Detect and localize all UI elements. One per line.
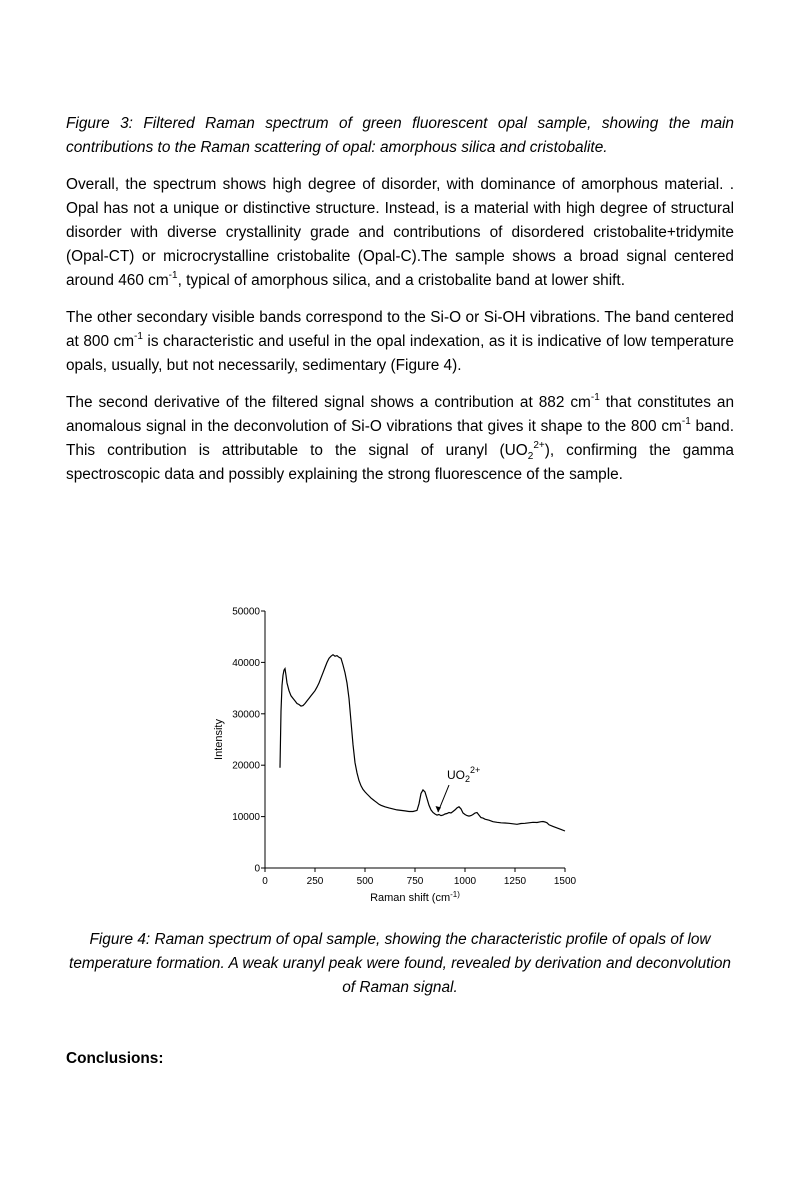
paragraph-2-superscript: -1: [134, 330, 143, 342]
annotation-label: $UO_2^{2+}$: [447, 765, 481, 785]
paragraph-3-text-d: ), confirming the gamma spectroscopic data and possibly explaining the strong fluorescence of the sample.: [66, 442, 734, 483]
x-tick-label: 1250: [503, 876, 527, 887]
y-tick-label: 40000: [232, 657, 260, 669]
x-tick-label: 1500: [553, 876, 577, 887]
paragraph-3-superscript-b: -1: [681, 415, 691, 427]
paragraph-3-superscript-c: 2+: [533, 439, 545, 451]
paragraph-3-subscript: 2: [527, 451, 534, 463]
chart-annotations: [436, 765, 481, 812]
y-tick-label: 20000: [232, 760, 260, 772]
x-tick-label: 500: [356, 876, 374, 887]
x-tick-label: 750: [406, 876, 424, 887]
paragraph-1-superscript: -1: [168, 269, 178, 281]
x-axis-label: [370, 890, 460, 904]
chart-axes: [265, 611, 565, 868]
x-axis-label-superscript: -1): [450, 890, 460, 899]
y-tick-label: 0: [254, 863, 260, 875]
x-tick-label: 0: [262, 876, 268, 887]
x-tick-label: 250: [306, 876, 324, 887]
page-body: [66, 112, 734, 500]
spectrum-line: [280, 655, 565, 831]
y-tick-label: 50000: [232, 606, 260, 618]
paragraph-2: [66, 306, 734, 378]
paragraph-3: [66, 391, 734, 487]
chart-ticks: [232, 607, 576, 888]
raman-spectrum-chart: [200, 600, 600, 920]
y-tick-label: 30000: [232, 709, 260, 721]
paragraph-2-text-a: The other secondary visible bands correspond to the Si-O or Si-OH vibrations. The band centered at 800 cm: [66, 309, 734, 350]
paragraph-1-text-a: Overall, the spectrum shows high degree of disorder, with dominance of amorphous material. . Opal has not a unique or distinctive structure. Instead, is a material with high degree of structural disorder with diverse crystallinity grade and contributions of disordered cristobalite+tridymite (Opal-CT) or microcrystalline cristobalite (Opal-C).The sample shows a broad signal centered around 460 cm: [66, 176, 734, 289]
figure-4-caption: Figure 4: Raman spectrum of opal sample, showing the characteristic profile of opals of low temperature formation. A weak uranyl peak were found, revealed by derivation and deconvolution of Raman signal.: [69, 931, 731, 996]
x-tick-label: 1000: [453, 876, 477, 887]
y-axis-label: Intensity: [213, 719, 225, 760]
paragraph-3-superscript-a: -1: [590, 391, 600, 403]
x-axis-label-text: Raman shift (cm: [370, 892, 451, 904]
paragraph-2-text-b: is characteristic and useful in the opal indexation, as it is indicative of low temperature opals, usually, but not necessarily, sedimentary (Figure 4).: [66, 333, 734, 374]
paragraph-1-text-b: , typical of amorphous silica, and a cristobalite band at lower shift.: [177, 272, 625, 289]
paragraph-1: [66, 173, 734, 293]
paragraph-3-text-b: that constitutes an anomalous signal in the deconvolution of Si-O vibrations that gives it shape to the 800 cm: [66, 394, 734, 435]
conclusions-heading: Conclusions:: [66, 1050, 164, 1067]
figure-3-caption: Figure 3: Filtered Raman spectrum of green fluorescent opal sample, showing the main contributions to the Raman scattering of opal: amorphous silica and cristobalite.: [66, 115, 734, 156]
y-tick-label: 10000: [232, 812, 260, 824]
paragraph-3-text-a: The second derivative of the filtered signal shows a contribution at 882 cm: [66, 394, 591, 411]
paragraph-3-text-c: band. This contribution is attributable to the signal of uranyl (UO: [66, 418, 735, 459]
raman-spectrum-svg: [200, 600, 600, 920]
